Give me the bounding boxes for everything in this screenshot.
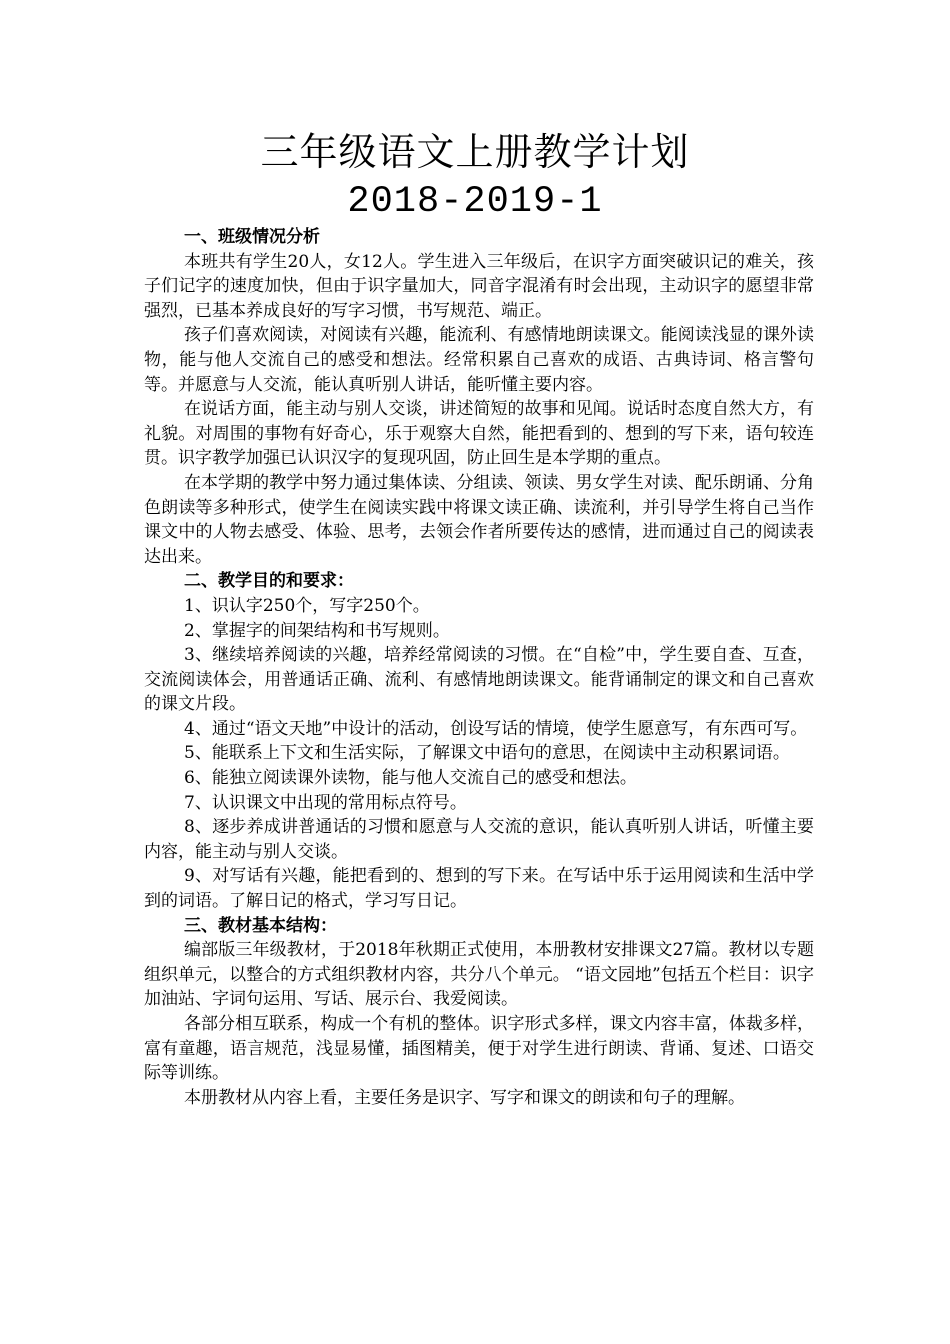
paragraph: 在本学期的教学中努力通过集体读、分组读、领读、男女学生对读、配乐朗诵、分角色朗读等多种形式，使学生在阅读实践中将课文读正确、读流利，并引导学生将自己当作课文中的人物去感受、体验、思考，去领会作者所要传达的感情，进而通过自己的阅读表达出来。: [144, 472, 814, 567]
paragraph: 孩子们喜欢阅读，对阅读有兴趣，能流利、有感情地朗读课文。能阅读浅显的课外读物，能与他人交流自己的感受和想法。经常积累自己喜欢的成语、古典诗词、格言警句等。并愿意与人交流，能认真听别人讲话，能听懂主要内容。: [144, 325, 814, 395]
section-heading: 一、班级情况分析: [184, 227, 320, 247]
paragraph: 本册教材从内容上看，主要任务是识字、写字和课文的朗读和句子的理解。: [184, 1087, 745, 1108]
list-item: 1、识认字250个，写字250个。: [184, 595, 430, 616]
list-item: 5、能联系上下文和生活实际，了解课文中语句的意思，在阅读中主动积累词语。: [184, 743, 790, 764]
paragraph: 编部版三年级教材，于2018年秋期正式使用，本册教材安排课文27篇。教材以专题组织单元，以整合的方式组织教材内容，共分八个单元。 “语文园地”包括五个栏目：识字加油站、字词句运用、写话、展示台、我爱阅读。: [144, 940, 814, 1010]
paragraph: 各部分相互联系，构成一个有机的整体。识字形式多样，课文内容丰富，体裁多样，富有童趣，语言规范，浅显易懂，插图精美，便于对学生进行朗读、背诵、复述、口语交际等训练。: [144, 1014, 814, 1084]
page-subtitle: 2018-2019-1: [347, 181, 603, 223]
section-heading: 三、教材基本结构：: [184, 915, 337, 936]
list-item: 9、对写话有兴趣，能把看到的、想到的写下来。在写话中乐于运用阅读和生活中学到的词语。了解日记的格式，学习写日记。: [144, 866, 814, 912]
page-title: 三年级语文上册教学计划: [260, 130, 690, 174]
list-item: 4、通过“语文天地”中设计的活动，创设写话的情境，使学生愿意写，有东西可写。: [184, 718, 808, 739]
list-item: 7、认识课文中出现的常用标点符号。: [184, 792, 467, 813]
list-item: 3、继续培养阅读的兴趣，培养经常阅读的习惯。在“自检”中，学生要自查、互查，交流阅读体会，用普通话正确、流利、有感情地朗读课文。能背诵制定的课文和自己喜欢的课文片段。: [144, 645, 814, 715]
paragraph: 本班共有学生20人，女12人。学生进入三年级后，在识字方面突破识记的难关，孩子们记字的速度加快，但由于识字量加大，同音字混淆有时会出现，主动识字的愿望非常强烈，已基本养成良好的写字习惯，书写规范、端正。: [144, 251, 814, 321]
list-item: 6、能独立阅读课外读物，能与他人交流自己的感受和想法。: [184, 768, 637, 789]
section-heading: 二、教学目的和要求：: [184, 571, 354, 592]
list-item: 8、逐步养成讲普通话的习惯和愿意与人交流的意识，能认真听别人讲话，听懂主要内容，能主动与别人交谈。: [144, 817, 814, 862]
paragraph: 在说话方面，能主动与别人交谈，讲述简短的故事和见闻。说话时态度自然大方，有礼貌。对周围的事物有好奇心，乐于观察大自然，能把看到的、想到的写下来，语句较连贯。识字教学加强已认识汉字的复现巩固，防止回生是本学期的重点。: [144, 399, 814, 469]
list-item: 2、掌握字的间架结构和书写规则。: [184, 620, 450, 641]
document-body: [144, 225, 814, 1110]
